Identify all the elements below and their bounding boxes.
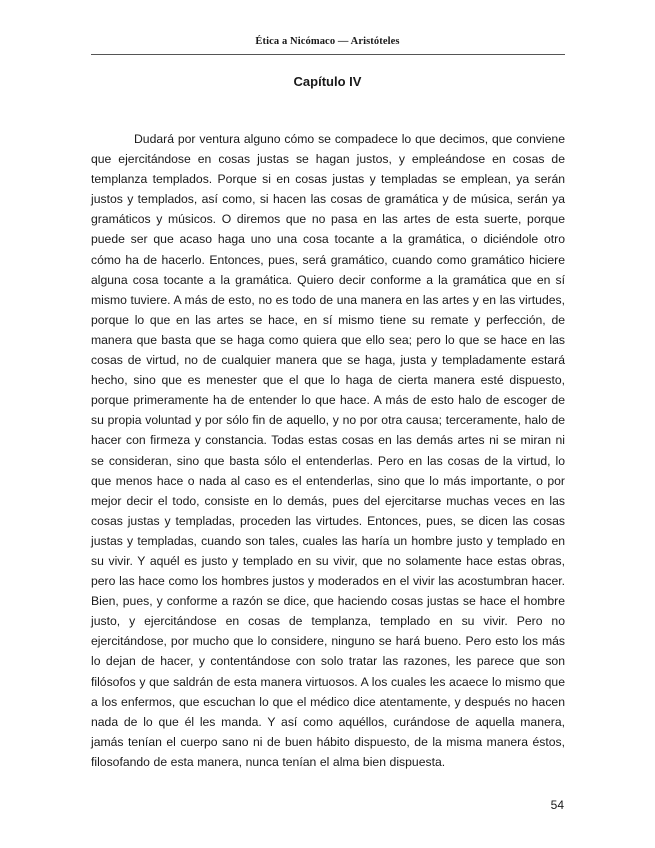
page-number: 54 xyxy=(550,798,564,812)
body-paragraph: Dudará por ventura alguno cómo se compadece lo que decimos, que conviene que ejercitándose en cosas justas se hagan justos, y empleándose en cosas de templanza templados. Porque si en cosas justas y templadas se emplean, ya serán justos y templados, así como, si hacen las cosas de gramática y de música, serán ya gramáticos y músicos. O diremos que no pasa en las artes de esta suerte, porque puede ser que acaso haga uno una cosa tocante a la gramática, o diciéndole otro cómo ha de hacerlo. Entonces, pues, será gramático, cuando como gramático hiciere alguna cosa tocante a la gramática. Quiero decir conforme a la gramática que en sí mismo tuviere. A más de esto, no es todo de una manera en las artes y en las virtudes, porque lo que en las artes se hace, en sí mismo tiene su remate y perfección, de manera que basta que se haga como quiera que ello sea; pero lo que se hace en las cosas de virtud, no de cualquier manera que se haga, justa y templadamente estará hecho, sino que es menester que el que lo haga de cierta manera esté dispuesto, porque primeramente ha de entender lo que hace. A más de esto halo de escoger de su propia voluntad y por sólo fin de aquello, y no por otra causa; terceramente, halo de hacer con firmeza y constancia. Todas estas cosas en las demás artes ni se miran ni se consideran, sino que basta sólo el entenderlas. Pero en las cosas de la virtud, lo que menos hace o nada al caso es el entenderlas, sino que lo más importante, o por mejor decir el todo, consiste en lo demás, pues del ejercitarse muchas veces en las cosas justas y templadas, proceden las virtudes. Entonces, pues, se dicen las cosas justas y templadas, cuando son tales, cuales las haría un hombre justo y templado en su vivir. Y aquél es justo y templado en su vivir, que no solamente hace estas obras, pero las hace como los hombres justos y moderados en el vivir las acostumbran hacer. Bien, pues, y conforme a razón se dice, que haciendo cosas justas se hace el hombre justo, y ejercitándose en cosas de templanza, templado en su vivir. Pero no ejercitándose, por mucho que lo considere, ninguno se hará bueno. Pero esto los más lo dejan de hacer, y contentándose con solo tratar las razones, les parece que son filósofos y que saldrán de esta manera virtuosos. A los cuales les acaece lo mismo que a los enfermos, que escuchan lo que el médico dice atentamente, y después no hacen nada de lo que él les manda. Y así como aquéllos, curándose de aquella manera, jamás tenían el cuerpo sano ni de buen hábito dispuesto, de la misma manera éstos, filosofando de esta manera, nunca tenían el alma bien dispuesta. xyxy=(91,132,565,769)
running-header: Ética a Nicómaco — Aristóteles xyxy=(255,36,400,47)
chapter-title: Capítulo IV xyxy=(293,74,362,89)
header-divider xyxy=(91,54,565,55)
